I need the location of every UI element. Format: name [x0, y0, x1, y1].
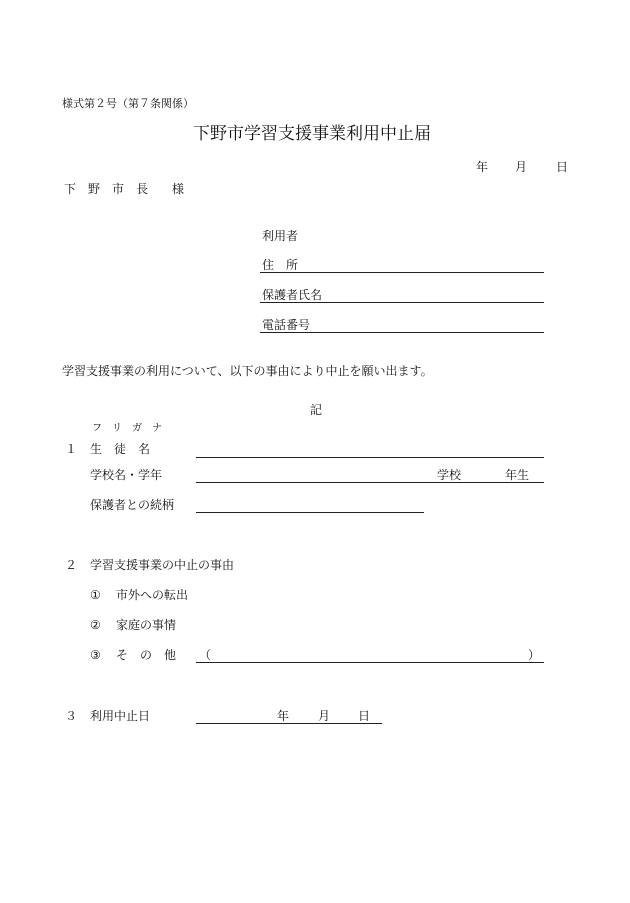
school-suffix: 学校	[437, 468, 462, 482]
addressee: 下 野 市 長 様	[64, 182, 185, 196]
applicant-heading: 利用者	[262, 229, 299, 243]
other-close-paren: ）	[528, 648, 541, 662]
address-field[interactable]	[260, 272, 544, 273]
section3-number: ３	[65, 709, 78, 723]
stop-date-month: 月	[318, 709, 331, 723]
phone-label: 電話番号	[262, 318, 311, 332]
guardian-name-field[interactable]	[260, 302, 544, 303]
other-reason-field[interactable]	[196, 662, 544, 663]
stop-date-year: 年	[277, 709, 290, 723]
grade-suffix: 年生	[505, 468, 530, 482]
student-name-field[interactable]	[196, 457, 544, 458]
form-number: 様式第２号（第７条関係）	[62, 97, 194, 110]
stop-date-day: 日	[358, 709, 371, 723]
section2-label: 学習支援事業の中止の事由	[90, 558, 235, 572]
ki-label: 記	[310, 403, 323, 417]
guardian-label: 保護者氏名	[262, 288, 323, 302]
student-name-label: 生 徒 名	[90, 442, 151, 456]
other-open-paren: （	[199, 648, 212, 662]
option-2-mark[interactable]: ②	[90, 618, 101, 632]
address-label: 住 所	[262, 258, 299, 272]
option-2-text: 家庭の事情	[116, 618, 177, 632]
date-month: 月	[515, 160, 528, 174]
school-label: 学校名・学年	[90, 468, 163, 482]
furigana-label: フ リ ガ ナ	[92, 423, 162, 434]
option-1-mark[interactable]: ①	[90, 588, 101, 602]
date-day: 日	[556, 160, 569, 174]
section3-label: 利用中止日	[90, 709, 151, 723]
statement: 学習支援事業の利用について、以下の事由により中止を願い出ます。	[62, 364, 433, 378]
phone-field[interactable]	[260, 332, 544, 333]
form-title: 下野市学習支援事業利用中止届	[193, 124, 431, 144]
relation-label: 保護者との続柄	[90, 498, 175, 512]
relation-field[interactable]	[196, 512, 424, 513]
school-grade-field[interactable]	[196, 482, 544, 483]
option-3-mark[interactable]: ③	[90, 648, 101, 662]
option-1-text: 市外への転出	[116, 588, 189, 602]
section1-number: １	[65, 442, 78, 456]
date-year: 年	[476, 160, 489, 174]
option-3-text: そ の 他	[116, 648, 177, 662]
section2-number: ２	[65, 558, 78, 572]
stop-date-field[interactable]	[196, 723, 382, 724]
